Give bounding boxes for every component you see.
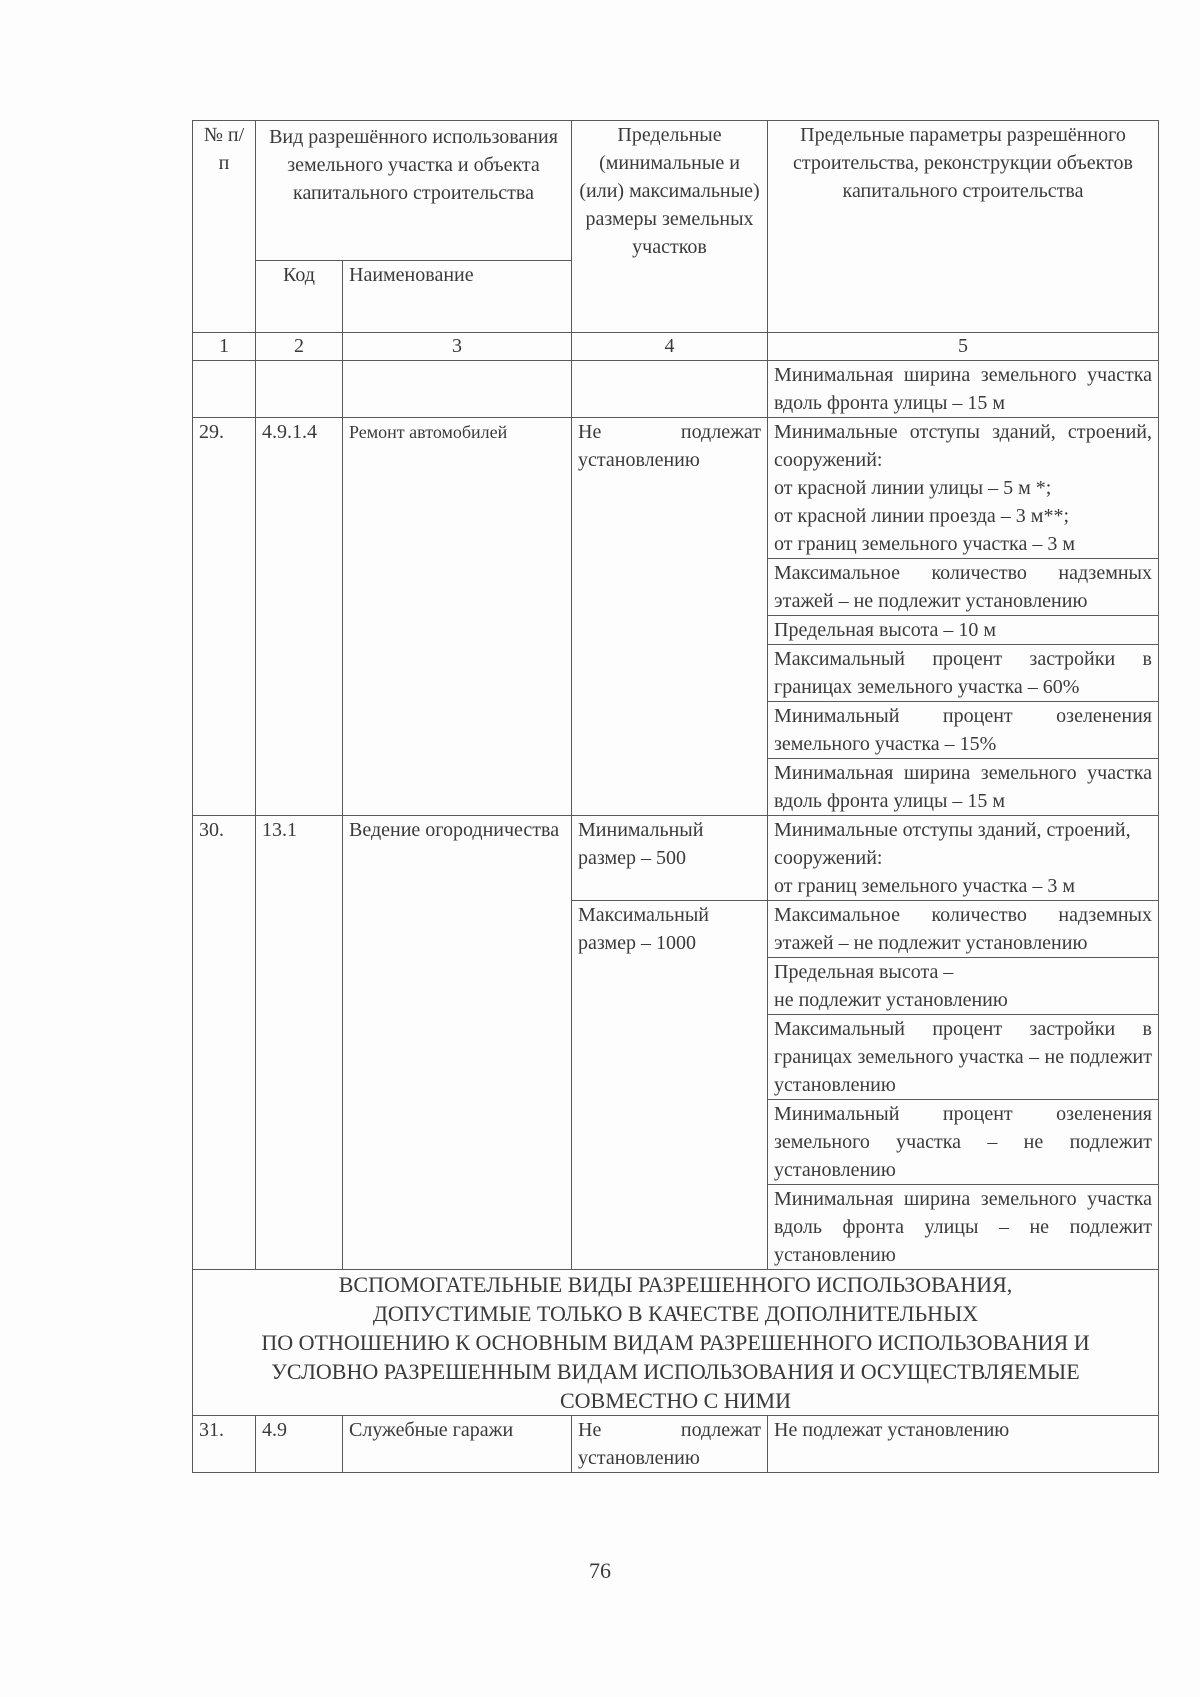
header-plot-sizes: Предельные (минимальные и (или) максимальные) размеры земельных участков: [572, 121, 768, 333]
column-numbers-row: [193, 333, 1159, 361]
param-text: от границ земельного участка – 3 м: [774, 875, 1075, 897]
param-text: от границ земельного участка – 3 м: [774, 533, 1075, 555]
row-number: 29.: [193, 418, 256, 816]
header-code: Код: [256, 261, 343, 333]
param-cell: Не подлежат установлению: [768, 1416, 1159, 1473]
row-name: Ремонт автомобилей: [343, 418, 572, 816]
row-code: 13.1: [256, 816, 343, 1270]
page-number: 76: [589, 1558, 611, 1583]
table-row-30: [193, 816, 1159, 901]
param-cell: Минимальная ширина земельного участка вдоль фронта улицы – не подлежит установлению: [768, 1185, 1159, 1270]
param-cell: [768, 816, 1159, 901]
table-row: [193, 361, 1159, 418]
header-usage-type: Вид разрешённого использования земельного участка и объекта капитального строительства: [256, 121, 572, 261]
param-cell: Минимальная ширина земельного участка вдоль фронта улицы – 15 м: [768, 361, 1159, 418]
param-cell: Минимальный процент озеленения земельного участка – не подлежит установлению: [768, 1100, 1159, 1185]
header-name: Наименование: [343, 261, 572, 333]
param-cell: Максимальное количество надземных этажей – не подлежит установлению: [768, 559, 1159, 616]
section-heading-line: УСЛОВНО РАЗРЕШЕННЫМ ВИДАМ ИСПОЛЬЗОВАНИЯ И ОСУЩЕСТВЛЯЕМЫЕ: [271, 1359, 1080, 1384]
row-plot-size-max: Максимальный размер – 1000: [572, 901, 768, 1270]
param-text: Минимальные отступы зданий, строений, сооружений:: [774, 819, 1131, 869]
row-plot-size: Не подлежат установлению: [572, 1416, 768, 1473]
param-text: от красной линии проезда – 3 м**;: [774, 505, 1070, 527]
header-row: [193, 121, 1159, 261]
col-number: 3: [343, 333, 572, 361]
row-name: Служебные гаражи: [343, 1416, 572, 1473]
section-heading-row: [193, 1270, 1159, 1416]
param-text: не подлежит установлению: [774, 989, 1008, 1011]
param-cell: Минимальный процент озеленения земельного участка – 15%: [768, 702, 1159, 759]
param-text: Предельная высота –: [774, 961, 954, 983]
section-heading-line: ПО ОТНОШЕНИЮ К ОСНОВНЫМ ВИДАМ РАЗРЕШЕННОГО ИСПОЛЬЗОВАНИЯ И: [261, 1330, 1090, 1355]
row-number: 31.: [193, 1416, 256, 1473]
row-plot-size: Не подлежат установлению: [572, 418, 768, 816]
row-code: 4.9: [256, 1416, 343, 1473]
param-cell: Минимальная ширина земельного участка вдоль фронта улицы – 15 м: [768, 759, 1159, 816]
row-code: 4.9.1.4: [256, 418, 343, 816]
param-cell: Максимальный процент застройки в границах земельного участка – не подлежит установлению: [768, 1015, 1159, 1100]
section-heading-line: ВСПОМОГАТЕЛЬНЫЕ ВИДЫ РАЗРЕШЕННОГО ИСПОЛЬЗОВАНИЯ,: [338, 1272, 1013, 1297]
row-number: 30.: [193, 816, 256, 1270]
param-cell: [768, 958, 1159, 1015]
header-number: № п/п: [193, 121, 256, 333]
param-cell: Максимальный процент застройки в границах земельного участка – 60%: [768, 645, 1159, 702]
col-number: 2: [256, 333, 343, 361]
section-heading-line: СОВМЕСТНО С НИМИ: [559, 1388, 792, 1413]
table-row-31: [193, 1416, 1159, 1473]
header-construction-params: Предельные параметры разрешённого строительства, реконструкции объектов капитального строительства: [768, 121, 1159, 333]
table-row-29: [193, 418, 1159, 559]
param-text: Минимальные отступы зданий, строений, сооружений:: [774, 421, 1152, 471]
regulations-table: [192, 120, 1159, 1473]
col-number: 4: [572, 333, 768, 361]
param-cell: Предельная высота – 10 м: [768, 616, 1159, 645]
param-cell: [768, 418, 1159, 559]
col-number: 5: [768, 333, 1159, 361]
section-heading: [193, 1270, 1159, 1416]
param-cell: Максимальное количество надземных этажей – не подлежит установлению: [768, 901, 1159, 958]
section-heading-line: ДОПУСТИМЫЕ ТОЛЬКО В КАЧЕСТВЕ ДОПОЛНИТЕЛЬНЫХ: [372, 1301, 979, 1326]
row-plot-size-min: Минимальный размер – 500: [572, 816, 768, 901]
col-number: 1: [193, 333, 256, 361]
row-name: Ведение огородничества: [343, 816, 572, 1270]
param-text: от красной линии улицы – 5 м *;: [774, 477, 1052, 499]
